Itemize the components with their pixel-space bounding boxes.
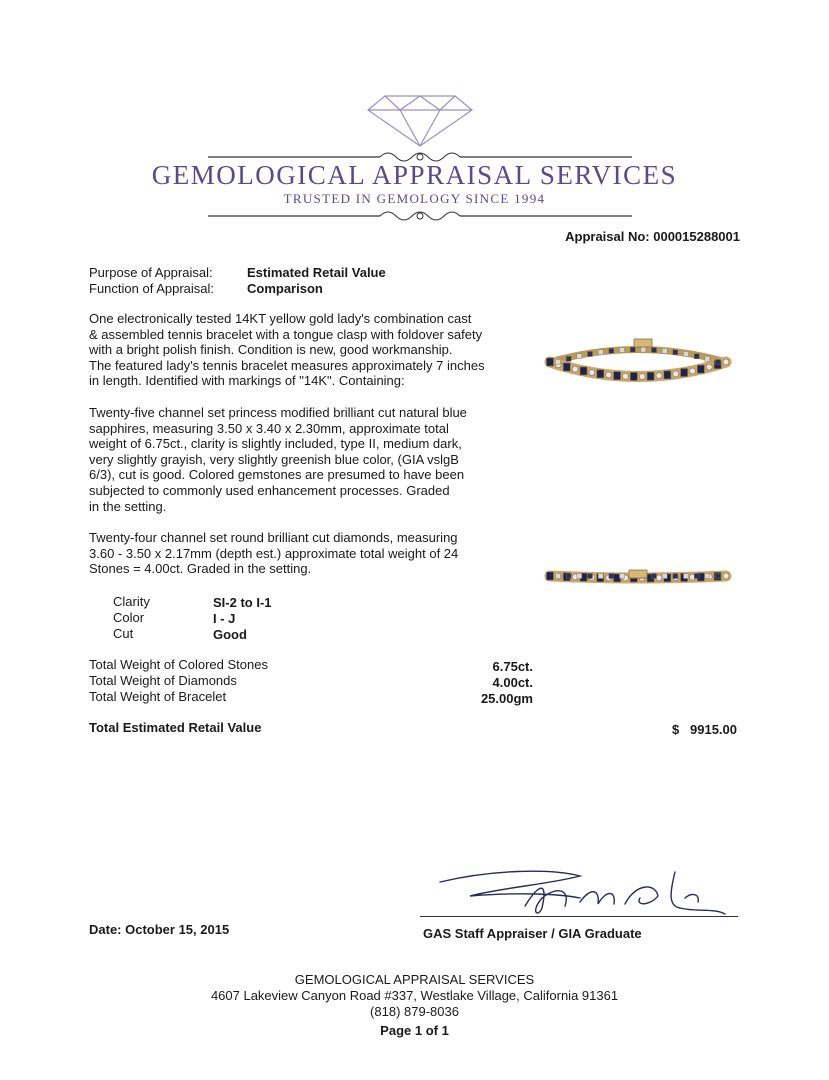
grade-value-cut: Good	[213, 627, 247, 642]
diamond-line: Twenty-four channel set round brilliant cut diamonds, measuring	[89, 530, 458, 545]
sapphire-line: in the setting.	[89, 498, 167, 514]
weight-value-colored: 6.75ct.	[492, 659, 533, 674]
description-line: & assembled tennis bracelet with a tongue clasp with foldover safety	[89, 326, 483, 342]
weight-label-diamonds: Total Weight of Diamonds	[89, 673, 237, 688]
diamond-line: Stones = 4.00ct. Graded in the setting.	[89, 561, 312, 577]
function-value: Comparison	[247, 281, 323, 296]
footer-phone: (818) 879-8036	[370, 1004, 459, 1019]
sapphire-line: subjected to commonly used enhancement processes. Graded	[89, 482, 450, 498]
footer-address: 4607 Lakeview Canyon Road #337, Westlake Village, California 91361	[210, 988, 619, 1003]
purpose-label: Purpose of Appraisal:	[89, 265, 213, 280]
diamond-line: 3.60 - 3.50 x 2.17mm (depth est.) approximate total weight of 24	[89, 545, 459, 561]
appraisal-date: Date: October 15, 2015	[89, 922, 230, 937]
signature-line	[420, 916, 738, 917]
weight-label-colored: Total Weight of Colored Stones	[89, 657, 268, 672]
sapphire-line: Twenty-five channel set princess modified brilliant cut natural blue	[89, 405, 467, 420]
description-line: with a bright polish finish. Condition is new, good workmanship.	[89, 342, 453, 358]
total-value: $ 9915.00	[671, 722, 737, 737]
grade-label-color: Color	[113, 610, 145, 625]
description-line: in length. Identified with markings of "14K". Containing:	[89, 373, 405, 389]
description-line: The featured lady's tennis bracelet measures approximately 7 inches	[89, 357, 485, 373]
description-paragraph	[89, 311, 485, 389]
grade-label-clarity: Clarity	[113, 594, 150, 609]
company-name: GEMOLOGICAL APPRAISAL SERVICES	[151, 160, 678, 190]
weight-value-diamonds: 4.00ct.	[492, 675, 533, 690]
bracelet-photo-bottom	[538, 542, 738, 607]
page-number: Page 1 of 1	[380, 1023, 449, 1038]
signer-title: GAS Staff Appraiser / GIA Graduate	[423, 926, 642, 941]
bracelet-photo-top	[538, 335, 738, 400]
sapphire-line: very slightly grayish, very slightly greenish blue color, (GIA vslgB	[89, 451, 459, 467]
grade-value-clarity: SI-2 to I-1	[213, 595, 272, 610]
appraisal-number: Appraisal No: 000015288001	[565, 229, 740, 244]
total-label: Total Estimated Retail Value	[89, 720, 262, 735]
diamond-paragraph	[89, 530, 458, 577]
description-line: One electronically tested 14KT yellow gold lady's combination cast	[89, 311, 472, 326]
sapphire-paragraph	[89, 405, 467, 514]
weight-label-bracelet: Total Weight of Bracelet	[89, 689, 227, 704]
footer-company: GEMOLOGICAL APPRAISAL SERVICES	[294, 972, 535, 987]
sapphire-line: 6/3), cut is good. Colored gemstones are presumed to have been	[89, 467, 465, 483]
grade-label-cut: Cut	[113, 626, 134, 641]
sapphire-line: weight of 6.75ct., clarity is slightly included, type II, medium dark,	[89, 436, 462, 452]
grade-value-color: I - J	[213, 611, 236, 626]
company-tagline: TRUSTED IN GEMOLOGY SINCE 1994	[283, 191, 546, 206]
purpose-value: Estimated Retail Value	[247, 265, 386, 280]
signature-image	[430, 862, 730, 922]
sapphire-line: sapphires, measuring 3.50 x 3.40 x 2.30mm, approximate total	[89, 420, 449, 436]
function-label: Function of Appraisal:	[89, 281, 215, 296]
weight-value-bracelet: 25.00gm	[480, 691, 533, 706]
